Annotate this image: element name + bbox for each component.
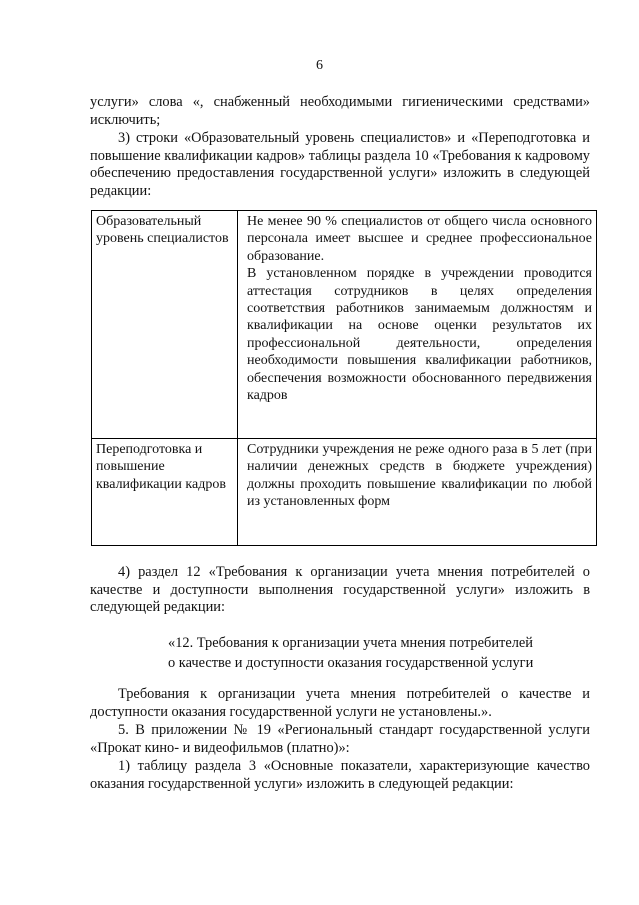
paragraph-item-5-1: 1) таблицу раздела 3 «Основные показатели, характеризующие качество оказания государственной услуги» изложить в следующей редакции: bbox=[90, 758, 590, 792]
table-cell-text: Не менее 90 % специалистов от общего числа основного персонала имеет высшее и среднее профессиональное образование. bbox=[247, 214, 592, 264]
table-row-label: Образовательный уровень специалистов bbox=[92, 211, 238, 438]
paragraph-item-3: 3) строки «Образовательный уровень специалистов» и «Переподготовка и повышение квалификации кадров» таблицы раздела 10 «Требования к кадровому обеспечению предоставления государственной услуги» изложить в следующей редакции: bbox=[90, 130, 590, 199]
paragraph-item-5: 5. В приложении № 19 «Региональный стандарт государственной услуги «Прокат кино- и видеофильмов (платно)»: bbox=[90, 722, 590, 756]
heading-line-2: о качестве и доступности оказания государственной услуги bbox=[168, 655, 534, 671]
table-row bbox=[92, 211, 596, 439]
table-row-content bbox=[238, 211, 596, 438]
staffing-requirements-table bbox=[91, 210, 597, 546]
table-row-label: Переподготовка и повышение квалификации кадров bbox=[92, 439, 238, 545]
table-cell-text: В установленном порядке в учреждении проводится аттестация сотрудников в целях определения соответствия работников занимаемым должностям и квалификации на основе оценки результатов их профессиональной деятельности, определения необходимости повышения квалификации работников, обеспечения возможности обоснованного передвижения кадров bbox=[247, 266, 592, 404]
paragraph-item-4: 4) раздел 12 «Требования к организации учета мнения потребителей о качестве и доступности выполнения государственной услуги» изложить в следующей редакции: bbox=[90, 564, 590, 616]
section-12-heading bbox=[168, 633, 588, 673]
table-row-content bbox=[238, 439, 596, 545]
paragraph-services-phrase: услуги» слова «, снабженный необходимыми гигиеническими средствами» исключить; bbox=[90, 94, 590, 128]
heading-line-1: «12. Требования к организации учета мнения потребителей bbox=[168, 635, 533, 651]
page-number: 6 bbox=[316, 58, 323, 73]
table-row bbox=[92, 439, 596, 545]
table-cell-text: Сотрудники учреждения не реже одного раза в 5 лет (при наличии денежных средств в бюджете учреждения) должны проходить повышение квалификации по любой из установленных форм bbox=[247, 442, 592, 510]
paragraph-requirements-not-set: Требования к организации учета мнения потребителей о качестве и доступности оказания государственной услуги не установлены.». bbox=[90, 686, 590, 720]
